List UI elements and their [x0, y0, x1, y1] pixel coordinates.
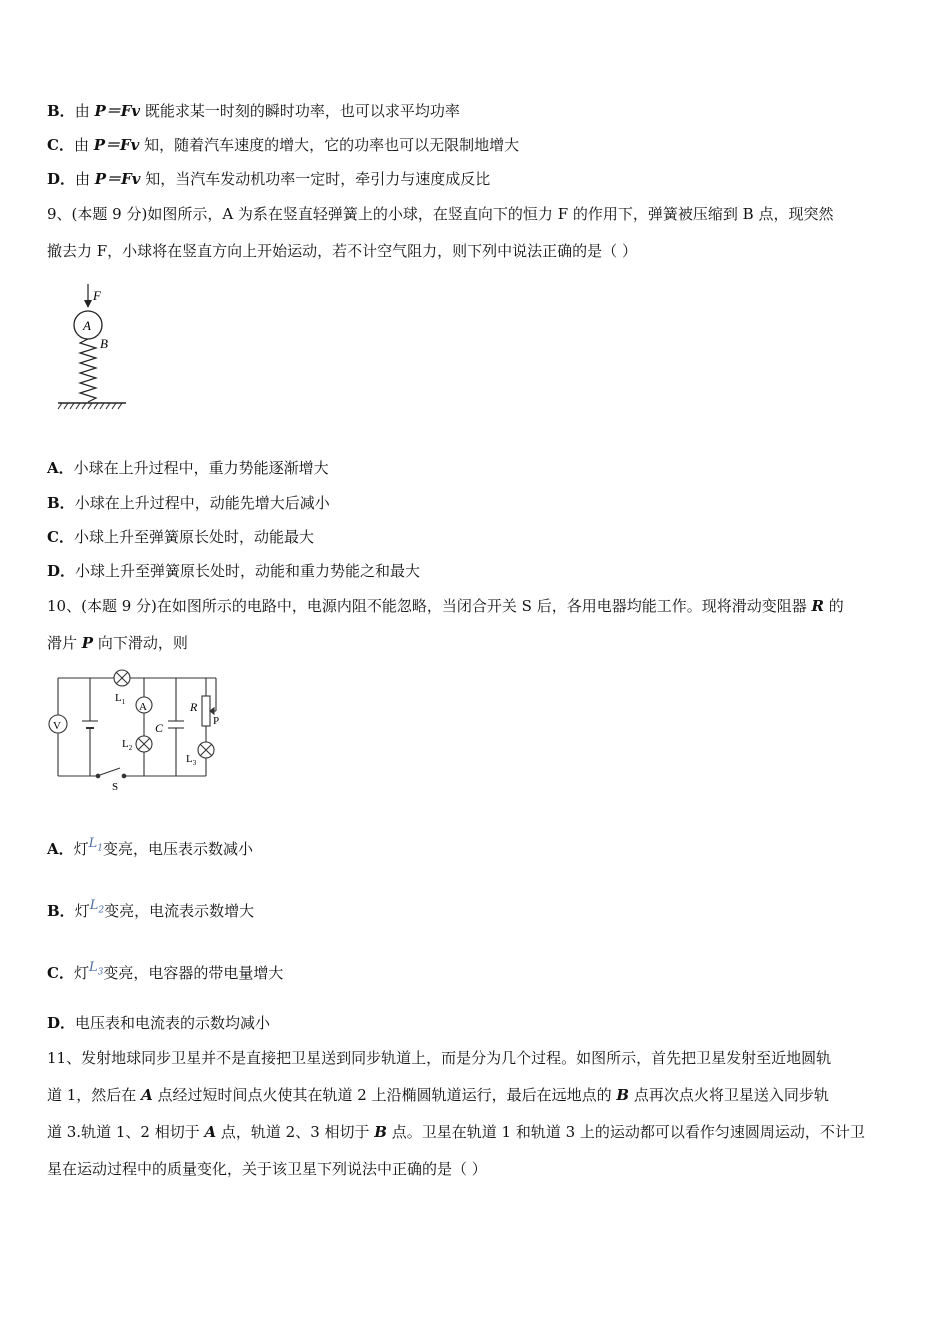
- voltmeter-label: V: [53, 720, 61, 732]
- q8-option-c[interactable]: C．由 P＝Fv 知，随着汽车速度的增大，它的功率也可以无限制地增大: [47, 136, 520, 154]
- force-label: F: [93, 288, 101, 303]
- l1-label: $L_1$: [115, 692, 126, 706]
- spring: [80, 339, 96, 402]
- q9-option-b[interactable]: B．小球在上升过程中，动能先增大后减小: [47, 494, 330, 512]
- q11-stem-line3: 道 3.轨道 1、2 相切于 A 点，轨道 2、3 相切于 B 点。卫星在轨道 1 和轨道 3 上的运动都可以看作匀速圆周运动，不计卫: [47, 1123, 865, 1141]
- q11-stem-line1: 11、发射地球同步卫星并不是直接把卫星送到同步轨道上，而是分为几个过程。如图所示，首先把卫星发射至近地圆轨: [47, 1049, 832, 1067]
- q9-option-c[interactable]: C．小球上升至弹簧原长处时，动能最大: [47, 528, 314, 546]
- switch-label: S: [112, 781, 119, 793]
- q8-option-b[interactable]: B．由 P＝Fv 既能求某一时刻的瞬时功率，也可以求平均功率: [47, 102, 460, 120]
- l3-label: $L_3$: [186, 753, 197, 767]
- ball-label: A: [83, 318, 91, 333]
- q9-stem-line2: 撤去力 F，小球将在竖直方向上开始运动，若不计空气阻力，则下列中说法正确的是（ ）: [47, 242, 637, 260]
- q9-option-a[interactable]: A．小球在上升过程中，重力势能逐渐增大: [47, 459, 329, 477]
- q10-option-c[interactable]: C．灯$L_3$变亮，电容器的带电量增大: [47, 960, 284, 982]
- q10-option-a[interactable]: A．灯$L_1$变亮，电压表示数减小: [47, 836, 254, 858]
- ammeter-label: A: [139, 701, 147, 713]
- q11-stem-line4: 星在运动过程中的质量变化，关于该卫星下列说法中正确的是（ ）: [47, 1160, 487, 1178]
- q9-option-d[interactable]: D．小球上升至弹簧原长处时，动能和重力势能之和最大: [47, 562, 421, 580]
- q10-circuit-figure: [44, 666, 224, 794]
- q9-stem-line1: 9、(本题 9 分)如图所示，A 为系在竖直轻弹簧上的小球，在竖直向下的恒力 F 的作用下，弹簧被压缩到 B 点，现突然: [47, 205, 834, 223]
- q10-option-d[interactable]: D．电压表和电流表的示数均减小: [47, 1014, 271, 1032]
- q9-spring-figure: [52, 280, 132, 415]
- point-b-label: B: [100, 336, 108, 351]
- q8-option-d[interactable]: D．由 P＝Fv 知，当汽车发动机功率一定时，牵引力与速度成反比: [47, 170, 491, 188]
- q10-option-b[interactable]: B．灯$L_2$变亮，电流表示数增大: [47, 898, 255, 920]
- symbol-l1: $L_1$: [88, 836, 104, 854]
- resistor-label: R: [190, 700, 198, 714]
- l2-label: $L_2$: [122, 738, 133, 752]
- q11-stem-line2: 道 1，然后在 A 点经过短时间点火使其在轨道 2 上沿椭圆轨道运行，最后在远地点的 B 点再次点火将卫星送入同步轨: [47, 1086, 829, 1104]
- slider-label: P: [213, 715, 220, 727]
- symbol-l3: $L_3$: [88, 960, 104, 978]
- q10-stem-line2: 滑片 P 向下滑动，则: [47, 634, 188, 652]
- capacitor-label: C: [155, 721, 164, 735]
- symbol-l2: $L_2$: [89, 898, 105, 916]
- q10-stem-line1: 10、(本题 9 分)在如图所示的电路中，电源内阻不能忽略，当闭合开关 S 后，各用电器均能工作。现将滑动变阻器 R 的: [47, 597, 844, 615]
